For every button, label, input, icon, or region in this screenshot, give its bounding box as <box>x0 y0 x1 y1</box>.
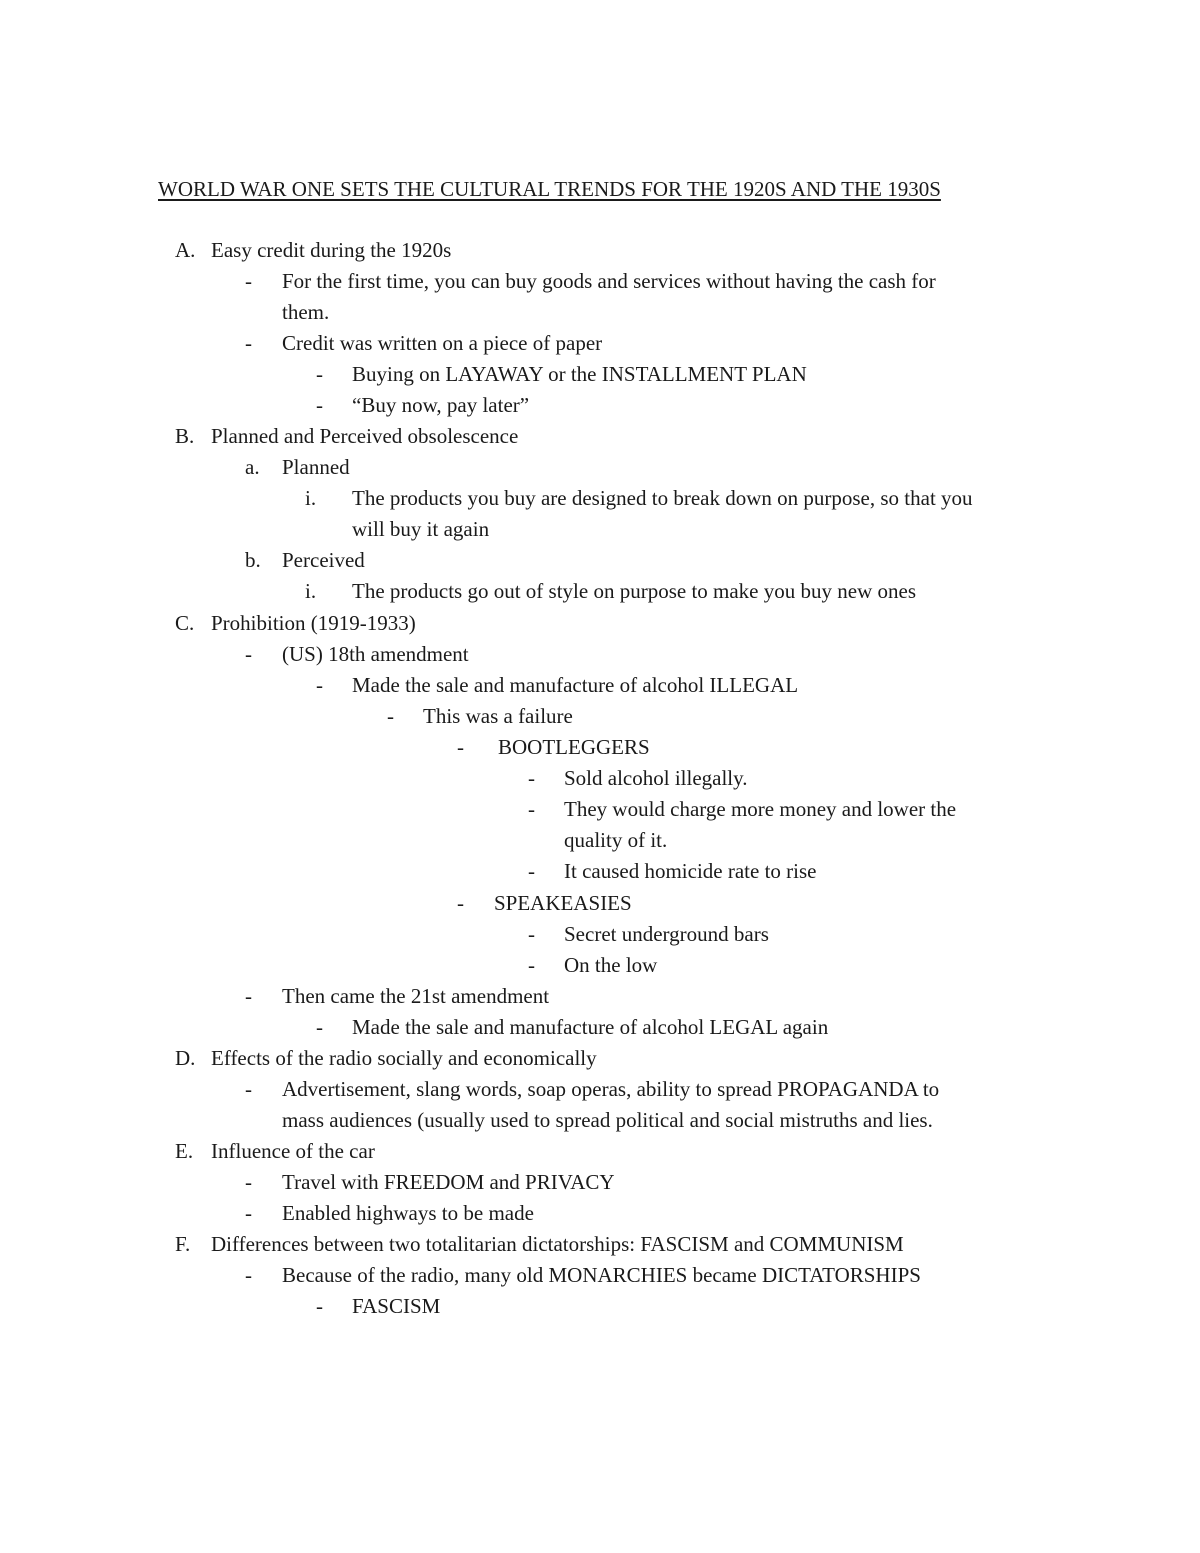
list-marker: i. <box>305 486 317 510</box>
list-marker: - <box>528 797 535 821</box>
list-item: On the low <box>564 953 658 977</box>
list-marker: F. <box>175 1232 191 1256</box>
list-marker: - <box>528 859 535 883</box>
list-item: They would charge more money and lower the <box>564 797 957 821</box>
list-item: Sold alcohol illegally. <box>564 766 748 790</box>
list-marker: - <box>316 362 323 386</box>
list-item: Differences between two totalitarian dictatorships: FASCISM and COMMUNISM <box>211 1232 904 1256</box>
list-item: Secret underground bars <box>564 922 769 946</box>
list-marker: B. <box>175 424 195 448</box>
list-marker: b. <box>245 548 261 572</box>
list-item: Then came the 21st amendment <box>282 984 550 1008</box>
list-marker: - <box>245 984 252 1008</box>
list-item: (US) 18th amendment <box>282 642 469 666</box>
list-item: “Buy now, pay later” <box>352 393 530 417</box>
list-item: Enabled highways to be made <box>282 1201 534 1225</box>
list-marker: D. <box>175 1046 196 1070</box>
list-marker: - <box>245 1077 252 1101</box>
list-item: Effects of the radio socially and economically <box>211 1046 597 1070</box>
list-item: Influence of the car <box>211 1139 375 1163</box>
list-item: Perceived <box>282 548 365 572</box>
list-marker: - <box>528 766 535 790</box>
list-item: This was a failure <box>423 704 573 728</box>
list-item: Made the sale and manufacture of alcohol LEGAL again <box>352 1015 829 1039</box>
list-item: Buying on LAYAWAY or the INSTALLMENT PLAN <box>352 362 807 386</box>
list-item: Credit was written on a piece of paper <box>282 331 603 355</box>
list-item: Because of the radio, many old MONARCHIES became DICTATORSHIPS <box>282 1263 921 1287</box>
list-marker: - <box>387 704 394 728</box>
list-item: quality of it. <box>564 828 668 852</box>
list-marker: - <box>528 953 535 977</box>
list-marker: - <box>245 269 252 293</box>
list-marker: - <box>316 673 323 697</box>
list-item: Travel with FREEDOM and PRIVACY <box>282 1170 615 1194</box>
list-item: Planned <box>282 455 350 479</box>
list-item: will buy it again <box>352 517 490 541</box>
list-item: The products you buy are designed to break down on purpose, so that you <box>352 486 973 510</box>
list-marker: E. <box>175 1139 194 1163</box>
list-item: SPEAKEASIES <box>494 891 632 915</box>
list-item: Planned and Perceived obsolescence <box>211 424 519 448</box>
list-marker: - <box>457 891 464 915</box>
list-marker: - <box>316 393 323 417</box>
list-item: Advertisement, slang words, soap operas, ability to spread PROPAGANDA to <box>282 1077 940 1101</box>
list-marker: - <box>245 331 252 355</box>
list-item: BOOTLEGGERS <box>498 735 650 759</box>
list-item: mass audiences (usually used to spread political and social mistruths and lies. <box>282 1108 933 1132</box>
list-item: The products go out of style on purpose to make you buy new ones <box>352 579 916 603</box>
list-marker: a. <box>245 455 260 479</box>
list-marker: - <box>245 1263 252 1287</box>
list-item: Made the sale and manufacture of alcohol ILLEGAL <box>352 673 799 697</box>
list-marker: - <box>316 1015 323 1039</box>
list-marker: - <box>457 735 464 759</box>
list-item: It caused homicide rate to rise <box>564 859 817 883</box>
list-item: Prohibition (1919-1933) <box>211 611 416 635</box>
list-marker: - <box>316 1294 323 1318</box>
list-item: Easy credit during the 1920s <box>211 238 452 262</box>
list-marker: - <box>528 922 535 946</box>
list-item: them. <box>282 300 330 324</box>
list-marker: - <box>245 1201 252 1225</box>
list-marker: C. <box>175 611 195 635</box>
list-marker: i. <box>305 579 317 603</box>
list-marker: - <box>245 1170 252 1194</box>
list-item: FASCISM <box>352 1294 441 1318</box>
list-item: For the first time, you can buy goods and services without having the cash for <box>282 269 936 293</box>
list-marker: A. <box>175 238 196 262</box>
document-title: WORLD WAR ONE SETS THE CULTURAL TRENDS FOR THE 1920S AND THE 1930S <box>158 177 941 201</box>
list-marker: - <box>245 642 252 666</box>
